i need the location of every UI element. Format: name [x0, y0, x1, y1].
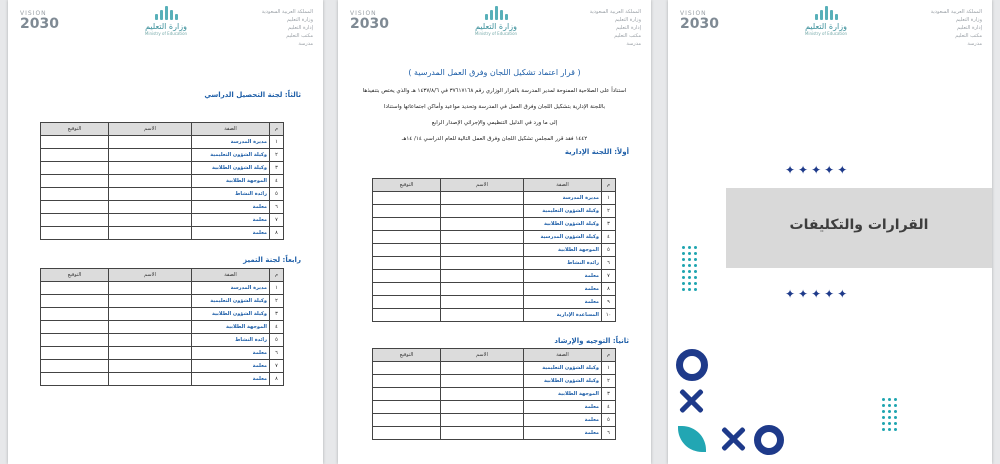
- dot: [882, 410, 885, 413]
- row-signature-cell: [41, 347, 109, 360]
- page-cover: [668, 0, 992, 464]
- row-index: ٥: [602, 244, 616, 257]
- dot: [894, 428, 897, 431]
- row-index: ٨: [602, 283, 616, 296]
- row-name-cell: [109, 162, 192, 175]
- row-role: وكيلة الشؤون التعليمية: [524, 205, 602, 218]
- dot: [888, 422, 891, 425]
- cover-title-box: [726, 188, 992, 268]
- table-row: [41, 162, 284, 175]
- row-name-cell: [441, 388, 524, 401]
- dot: [694, 276, 697, 279]
- row-index: ٢: [270, 149, 284, 162]
- x-shape-icon: [678, 388, 704, 414]
- stars-decoration-top: ✦✦✦✦✦: [785, 163, 851, 177]
- dot: [688, 252, 691, 255]
- row-signature-cell: [373, 192, 441, 205]
- table-row: [373, 192, 616, 205]
- ministry-mark-icon: [798, 6, 854, 20]
- table-row: [373, 205, 616, 218]
- row-name-cell: [441, 283, 524, 296]
- ministry-logo: وزارة التعليم Ministry of Education: [798, 6, 854, 36]
- row-name-cell: [109, 347, 192, 360]
- row-signature-cell: [373, 244, 441, 257]
- page-header: [338, 0, 651, 56]
- table-row: [41, 282, 284, 295]
- table-row: [41, 308, 284, 321]
- row-role: معلمة: [192, 227, 270, 240]
- dot: [894, 398, 897, 401]
- kingdom-header-lines: المملكة العربية السعودية وزارة التعليم إدارة التعليم مكتب التعليم مدرسة: [589, 9, 641, 47]
- row-signature-cell: [41, 373, 109, 386]
- dot: [888, 398, 891, 401]
- dot: [682, 288, 685, 291]
- row-name-cell: [441, 375, 524, 388]
- dot: [688, 282, 691, 285]
- row-role: معلمة: [524, 283, 602, 296]
- row-name-cell: [441, 192, 524, 205]
- row-role: معلمة: [192, 373, 270, 386]
- dot: [694, 270, 697, 273]
- row-role: رائدة النشاط: [192, 334, 270, 347]
- row-index: ٧: [270, 214, 284, 227]
- row-name-cell: [109, 321, 192, 334]
- row-role: معلمة: [192, 360, 270, 373]
- table-row: [373, 375, 616, 388]
- table-row: [373, 270, 616, 283]
- row-index: ١: [270, 136, 284, 149]
- table-row: [41, 295, 284, 308]
- table-row: [41, 347, 284, 360]
- row-role: مديرة المدرسة: [192, 136, 270, 149]
- dot: [688, 270, 691, 273]
- row-signature-cell: [373, 231, 441, 244]
- section-title: ثالثاً: لجنة التحصيل الدراسي: [204, 91, 301, 99]
- vision-2030-logo: VISION 2030: [680, 10, 719, 32]
- page-header: [668, 0, 992, 56]
- committee-table: م الصفة الاسم التوقيع ١ مديرة المدرسة ٢ وكيلة الشؤون التعليمية ٣ وكيلة الشؤون الطلابية ٤ وكيلة الشؤون المدرسية ٥ الموجهة الطلابية ٦ رائدة النشاط ٧ معلمة ٨ معلمة ٩ معلمة ١٠ المساعدة الإدارية: [372, 178, 616, 322]
- committee-table: م الصفة الاسم التوقيع ١ وكيلة الشؤون التعليمية ٢ وكيلة الشؤون الطلابية ٣ الموجهة الطلابية ٤ معلمة ٥ معلمة ٦ معلمة: [372, 348, 616, 440]
- row-signature-cell: [373, 270, 441, 283]
- row-name-cell: [109, 201, 192, 214]
- table-row: [41, 214, 284, 227]
- dot: [894, 404, 897, 407]
- vision-2030-logo: VISION 2030: [20, 10, 59, 32]
- row-role: معلمة: [524, 296, 602, 309]
- row-role: وكيلة الشؤون الطلابية: [192, 162, 270, 175]
- row-signature-cell: [41, 175, 109, 188]
- row-signature-cell: [373, 362, 441, 375]
- row-name-cell: [441, 362, 524, 375]
- dot: [882, 404, 885, 407]
- row-name-cell: [109, 373, 192, 386]
- dot: [888, 410, 891, 413]
- row-index: ٨: [270, 227, 284, 240]
- row-signature-cell: [41, 201, 109, 214]
- row-name-cell: [441, 401, 524, 414]
- row-index: ٦: [270, 201, 284, 214]
- row-signature-cell: [41, 360, 109, 373]
- row-role: رائدة النشاط: [192, 188, 270, 201]
- ministry-mark-icon: [468, 6, 524, 20]
- table-row: [373, 362, 616, 375]
- row-index: ٨: [270, 373, 284, 386]
- row-signature-cell: [41, 308, 109, 321]
- row-role: معلمة: [524, 270, 602, 283]
- dot-pattern-left: [682, 246, 700, 294]
- dot: [694, 258, 697, 261]
- dot: [894, 416, 897, 419]
- table-row: [41, 321, 284, 334]
- row-signature-cell: [373, 414, 441, 427]
- row-index: ٢: [602, 205, 616, 218]
- stars-decoration-bottom: ✦✦✦✦✦: [785, 287, 851, 301]
- row-name-cell: [109, 308, 192, 321]
- row-name-cell: [109, 360, 192, 373]
- page-left: [8, 0, 323, 464]
- row-signature-cell: [373, 388, 441, 401]
- row-signature-cell: [41, 321, 109, 334]
- row-name-cell: [441, 231, 524, 244]
- row-signature-cell: [41, 149, 109, 162]
- row-role: الموجهة الطلابية: [192, 321, 270, 334]
- row-signature-cell: [41, 214, 109, 227]
- dot: [888, 428, 891, 431]
- dot: [694, 288, 697, 291]
- dot: [694, 282, 697, 285]
- table-row: [41, 360, 284, 373]
- dot: [888, 404, 891, 407]
- dot: [682, 276, 685, 279]
- dot: [688, 258, 691, 261]
- table-row: [373, 296, 616, 309]
- row-signature-cell: [373, 257, 441, 270]
- row-role: مديرة المدرسة: [524, 192, 602, 205]
- section-title: أولاً: اللجنة الإدارية: [564, 148, 629, 156]
- table-row: [373, 283, 616, 296]
- dot: [688, 276, 691, 279]
- row-name-cell: [441, 414, 524, 427]
- row-role: وكيلة الشؤون التعليمية: [192, 149, 270, 162]
- row-signature-cell: [41, 282, 109, 295]
- dot: [882, 428, 885, 431]
- row-name-cell: [441, 427, 524, 440]
- table-row: [373, 244, 616, 257]
- table-row: [373, 414, 616, 427]
- row-role: وكيلة الشؤون الطلابية: [524, 218, 602, 231]
- row-index: ٥: [602, 414, 616, 427]
- row-index: ٦: [602, 427, 616, 440]
- section-title: ثانياً: التوجيه والإرشاد: [554, 337, 629, 345]
- row-signature-cell: [373, 218, 441, 231]
- row-name-cell: [109, 136, 192, 149]
- row-signature-cell: [373, 309, 441, 322]
- row-index: ٤: [270, 175, 284, 188]
- row-signature-cell: [373, 427, 441, 440]
- row-name-cell: [109, 175, 192, 188]
- table-row: [373, 388, 616, 401]
- dot: [682, 282, 685, 285]
- o-shape-icon: [754, 425, 784, 455]
- ministry-logo: وزارة التعليم Ministry of Education: [138, 6, 194, 36]
- table-row: [41, 136, 284, 149]
- vision-2030-logo: VISION 2030: [350, 10, 389, 32]
- dot: [882, 416, 885, 419]
- row-role: الموجهة الطلابية: [524, 388, 602, 401]
- row-name-cell: [109, 334, 192, 347]
- row-index: ٦: [602, 257, 616, 270]
- row-signature-cell: [41, 227, 109, 240]
- page-middle: [338, 0, 651, 464]
- table-row: [41, 188, 284, 201]
- dot: [882, 422, 885, 425]
- decision-text: استناداً على الصلاحية الممنوحة لمدير المدرسة بالقرار الوزاري رقم ٣٧٦١٧١٦٨ في ١٤٣٧/٨/٦ هـ والذي يختص بتنفيذها باللجنة الإدارية بتشكيل اللجان وفرق العمل في المدرسة وتحديد مواعيد وأماكن اجتماعاتها واستنادا إلى ما ورد في الدليل التنظيمي والإجرائي الإصدار الرابع ١٤٤٢ فقد قرر المجلس تشكيل اللجان وفرق العمل التالية للعام الدراسي ١٤/ ١٤هـ: [362, 88, 627, 142]
- row-name-cell: [109, 227, 192, 240]
- row-index: ٤: [270, 321, 284, 334]
- table-row: [41, 227, 284, 240]
- row-signature-cell: [373, 283, 441, 296]
- decision-title: ( قرار اعتماد تشكيل اللجان وفرق العمل المدرسية ): [408, 68, 581, 77]
- row-role: معلمة: [524, 414, 602, 427]
- table-row: [373, 401, 616, 414]
- row-role: الموجهة الطلابية: [524, 244, 602, 257]
- dot: [694, 252, 697, 255]
- table-row: [373, 257, 616, 270]
- dot: [682, 270, 685, 273]
- ministry-logo: وزارة التعليم Ministry of Education: [468, 6, 524, 36]
- row-index: ٤: [602, 231, 616, 244]
- row-index: ٥: [270, 188, 284, 201]
- dot: [688, 264, 691, 267]
- row-role: رائدة النشاط: [524, 257, 602, 270]
- dot: [888, 416, 891, 419]
- committee-table: م الصفة الاسم التوقيع ١ مديرة المدرسة ٢ وكيلة الشؤون التعليمية ٣ وكيلة الشؤون الطلابية ٤ الموجهة الطلابية ٥ رائدة النشاط ٦ معلمة ٧ معلمة ٨ معلمة: [40, 268, 284, 386]
- dot: [688, 246, 691, 249]
- row-role: معلمة: [524, 427, 602, 440]
- table-row: [41, 175, 284, 188]
- row-signature-cell: [373, 401, 441, 414]
- row-signature-cell: [41, 136, 109, 149]
- row-name-cell: [109, 214, 192, 227]
- row-role: وكيلة الشؤون المدرسية: [524, 231, 602, 244]
- row-role: وكيلة الشؤون الطلابية: [524, 375, 602, 388]
- leaf-shape-icon: [678, 426, 706, 452]
- row-name-cell: [441, 244, 524, 257]
- table-row: [41, 201, 284, 214]
- row-index: ٧: [602, 270, 616, 283]
- row-role: معلمة: [192, 201, 270, 214]
- row-index: ٣: [602, 218, 616, 231]
- row-index: ٩: [602, 296, 616, 309]
- row-index: ٣: [602, 388, 616, 401]
- dot: [694, 264, 697, 267]
- x-shape-icon: [720, 426, 746, 452]
- row-index: ١: [270, 282, 284, 295]
- dot: [894, 410, 897, 413]
- row-signature-cell: [41, 188, 109, 201]
- row-name-cell: [441, 218, 524, 231]
- row-index: ٢: [602, 375, 616, 388]
- row-index: ٣: [270, 308, 284, 321]
- kingdom-header-lines: المملكة العربية السعودية وزارة التعليم إدارة التعليم مكتب التعليم مدرسة: [930, 9, 982, 47]
- dot: [682, 246, 685, 249]
- row-index: ٥: [270, 334, 284, 347]
- page-header: [8, 0, 323, 56]
- row-index: ٧: [270, 360, 284, 373]
- table-row: [373, 309, 616, 322]
- row-index: ١٠: [602, 309, 616, 322]
- dot: [882, 398, 885, 401]
- row-signature-cell: [41, 295, 109, 308]
- row-signature-cell: [41, 334, 109, 347]
- row-name-cell: [441, 257, 524, 270]
- row-role: الموجهة الطلابية: [192, 175, 270, 188]
- dot: [694, 246, 697, 249]
- table-row: [373, 218, 616, 231]
- dot-pattern-right: [882, 398, 900, 434]
- row-name-cell: [109, 188, 192, 201]
- section-title: رابعاً: لجنة التميز: [243, 256, 301, 264]
- table-row: [41, 149, 284, 162]
- row-name-cell: [441, 309, 524, 322]
- row-name-cell: [441, 270, 524, 283]
- row-index: ١: [602, 362, 616, 375]
- row-signature-cell: [373, 296, 441, 309]
- row-name-cell: [441, 296, 524, 309]
- dot: [688, 288, 691, 291]
- row-index: ٣: [270, 162, 284, 175]
- row-signature-cell: [41, 162, 109, 175]
- row-index: ١: [602, 192, 616, 205]
- row-index: ٦: [270, 347, 284, 360]
- table-row: [373, 231, 616, 244]
- table-row: [41, 373, 284, 386]
- dot: [682, 252, 685, 255]
- row-name-cell: [109, 149, 192, 162]
- row-index: ٢: [270, 295, 284, 308]
- row-name-cell: [441, 205, 524, 218]
- row-signature-cell: [373, 375, 441, 388]
- committee-table: م الصفة الاسم التوقيع ١ مديرة المدرسة ٢ وكيلة الشؤون التعليمية ٣ وكيلة الشؤون الطلابية ٤ الموجهة الطلابية ٥ رائدة النشاط ٦ معلمة ٧ معلمة ٨ معلمة: [40, 122, 284, 240]
- row-role: وكيلة الشؤون التعليمية: [192, 295, 270, 308]
- row-role: معلمة: [192, 214, 270, 227]
- cover-title: القرارات والتكليفات: [789, 217, 929, 233]
- table-row: [373, 427, 616, 440]
- kingdom-header-lines: المملكة العربية السعودية وزارة التعليم إدارة التعليم مكتب التعليم مدرسة: [261, 9, 313, 47]
- row-role: معلمة: [192, 347, 270, 360]
- table-row: [41, 334, 284, 347]
- row-role: مديرة المدرسة: [192, 282, 270, 295]
- o-shape-icon: [676, 349, 708, 381]
- row-role: المساعدة الإدارية: [524, 309, 602, 322]
- dot: [682, 258, 685, 261]
- ministry-mark-icon: [138, 6, 194, 20]
- row-role: معلمة: [524, 401, 602, 414]
- row-role: وكيلة الشؤون الطلابية: [192, 308, 270, 321]
- row-name-cell: [109, 295, 192, 308]
- row-role: وكيلة الشؤون التعليمية: [524, 362, 602, 375]
- row-signature-cell: [373, 205, 441, 218]
- row-index: ٤: [602, 401, 616, 414]
- dot: [894, 422, 897, 425]
- dot: [682, 264, 685, 267]
- row-name-cell: [109, 282, 192, 295]
